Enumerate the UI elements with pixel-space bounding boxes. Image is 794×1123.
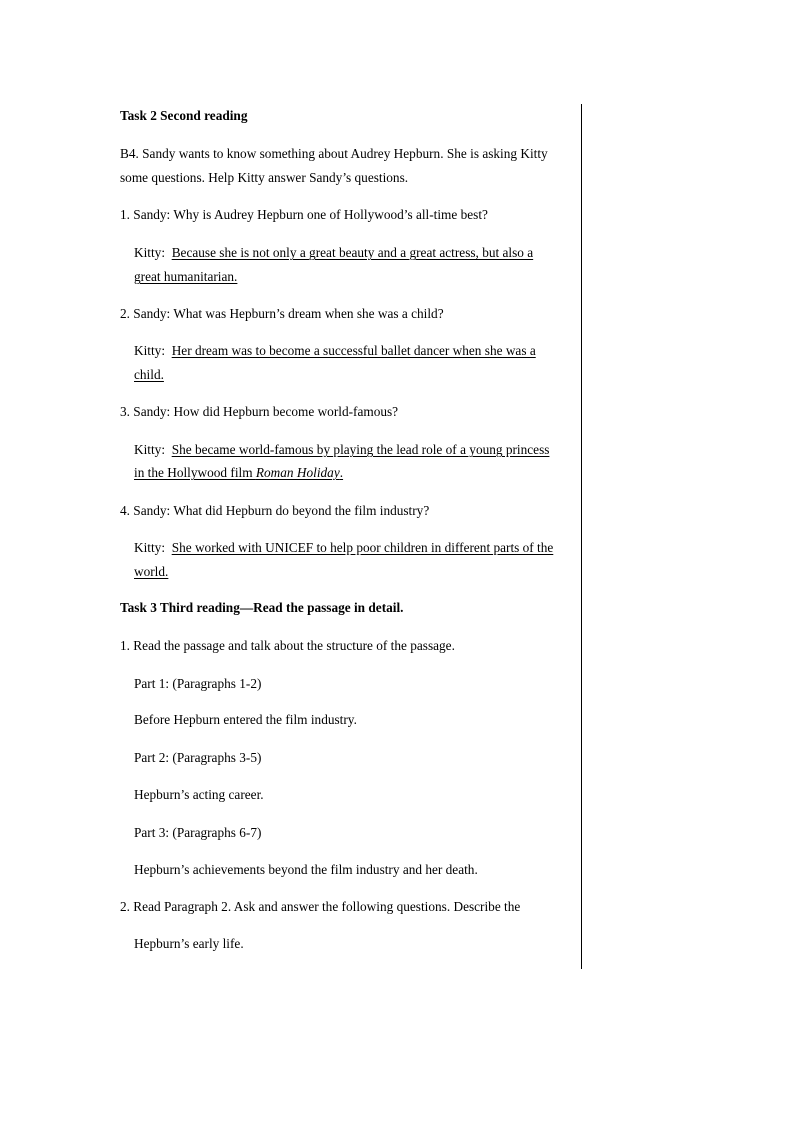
answer-2-text: Her dream was to become a successful ballet dancer when she was a	[171, 343, 536, 358]
kitty-label: Kitty:	[134, 540, 166, 555]
answer-4-line1	[134, 540, 553, 556]
answer-1-line2	[134, 269, 237, 285]
answer-2-text-cont: child.	[134, 367, 164, 382]
question-3: 3. Sandy: How did Hepburn become world-famous?	[120, 404, 399, 419]
b4-instruction-line1: B4. Sandy wants to know something about Audrey Hepburn. She is asking Kitty	[120, 146, 548, 161]
answer-1-text-cont: great humanitarian.	[134, 269, 238, 284]
part-2-desc: Hepburn’s acting career.	[134, 787, 264, 802]
answer-4-text-cont: world.	[134, 564, 169, 579]
question-2: 2. Sandy: What was Hepburn’s dream when she was a child?	[120, 306, 444, 321]
kitty-label: Kitty:	[134, 442, 166, 457]
part-2-label: Part 2: (Paragraphs 3-5)	[134, 750, 262, 765]
task3-heading: Task 3 Third reading—Read the passage in detail.	[120, 600, 404, 615]
task3-item-1: 1. Read the passage and talk about the structure of the passage.	[120, 638, 455, 653]
task2-heading: Task 2 Second reading	[120, 108, 248, 123]
task3-item-2-line2: Hepburn’s early life.	[134, 936, 244, 951]
right-margin-rule	[581, 104, 582, 969]
answer-4-text: She worked with UNICEF to help poor children in different parts of the	[171, 540, 554, 555]
answer-2-line1	[134, 343, 536, 359]
answer-1-line1	[134, 245, 533, 261]
answer-4-line2	[134, 564, 168, 580]
answer-3-text: She became world-famous by playing the lead role of a young princess	[171, 442, 550, 457]
question-4: 4. Sandy: What did Hepburn do beyond the film industry?	[120, 503, 430, 518]
answer-3-line1	[134, 442, 549, 458]
kitty-label: Kitty:	[134, 343, 166, 358]
answer-3-line2	[134, 465, 343, 481]
film-title: Roman Holiday	[255, 465, 340, 480]
kitty-label: Kitty:	[134, 245, 166, 260]
part-1-desc: Before Hepburn entered the film industry.	[134, 712, 357, 727]
task3-item-2-line1: 2. Read Paragraph 2. Ask and answer the following questions. Describe the	[120, 899, 521, 914]
answer-1-text: Because she is not only a great beauty and a great actress, but also a	[171, 245, 534, 260]
question-1: 1. Sandy: Why is Audrey Hepburn one of Hollywood’s all-time best?	[120, 207, 488, 222]
part-3-desc: Hepburn’s achievements beyond the film industry and her death.	[134, 862, 478, 877]
answer-3-text-cont: in the Hollywood film	[134, 465, 256, 480]
part-1-label: Part 1: (Paragraphs 1-2)	[134, 676, 262, 691]
answer-3-text-end: .	[339, 465, 344, 480]
answer-2-line2	[134, 367, 164, 383]
part-3-label: Part 3: (Paragraphs 6-7)	[134, 825, 262, 840]
b4-instruction-line2: some questions. Help Kitty answer Sandy’s questions.	[120, 170, 409, 185]
